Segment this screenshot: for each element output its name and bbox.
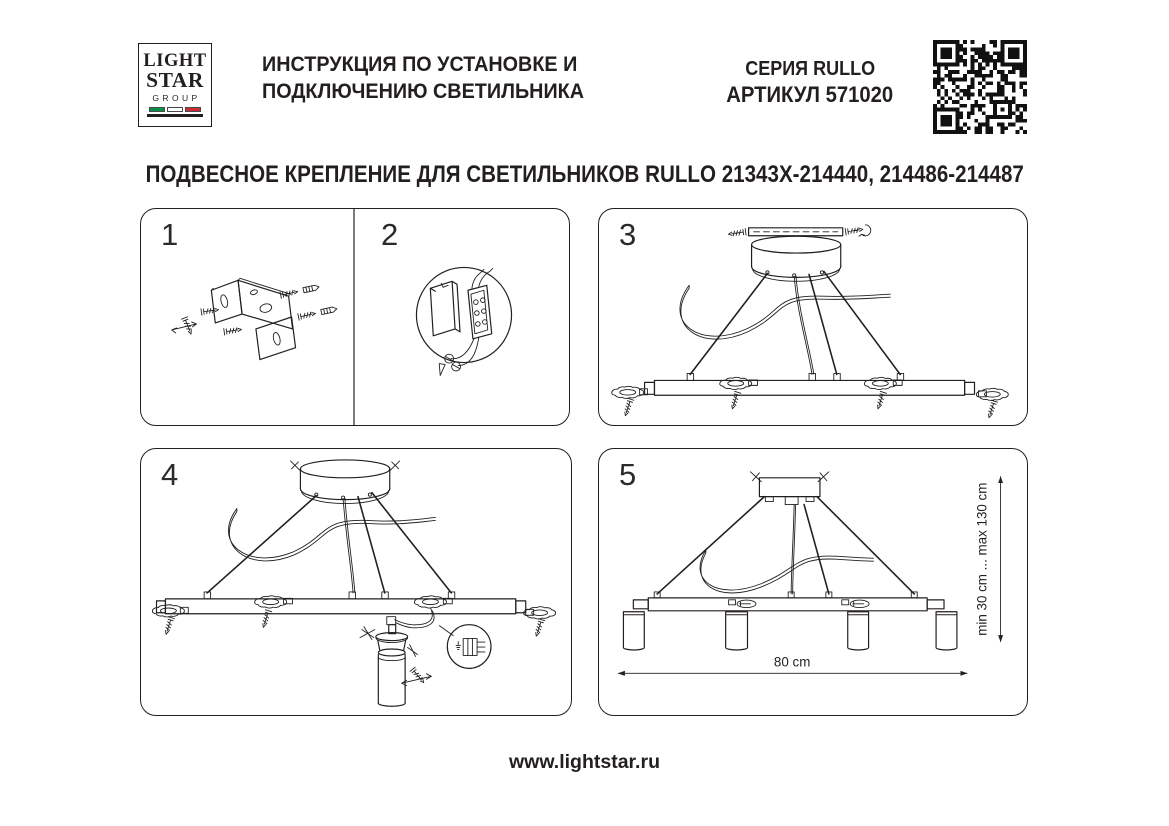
panel-number-4: 4 bbox=[161, 457, 179, 492]
width-dimension-label: 80 cm bbox=[773, 654, 811, 670]
height-dimension bbox=[975, 477, 1001, 642]
panel-5 bbox=[598, 448, 1028, 716]
horizontal-bar bbox=[633, 592, 944, 611]
connector-detail bbox=[439, 625, 491, 669]
panel-4 bbox=[140, 448, 572, 716]
logo-light-text: LIGHT bbox=[143, 51, 207, 71]
qr-code-icon bbox=[933, 40, 1027, 134]
shade-installation-drawing bbox=[141, 449, 571, 715]
series-block bbox=[705, 57, 915, 108]
page-title bbox=[262, 51, 612, 105]
screw-direction-icon bbox=[402, 667, 432, 685]
wiring-detail bbox=[416, 267, 511, 375]
lamp-shade-assembly bbox=[360, 608, 434, 706]
lamp-shades bbox=[623, 612, 956, 650]
horizontal-bar bbox=[157, 592, 526, 614]
width-dimension bbox=[618, 654, 966, 673]
power-cord bbox=[680, 285, 890, 339]
panel-number-3: 3 bbox=[619, 217, 637, 252]
suspension-cables bbox=[207, 493, 451, 593]
horizontal-bar bbox=[645, 373, 975, 395]
website-url: www.lightstar.ru bbox=[509, 751, 660, 773]
lamp-rosettes bbox=[612, 377, 1009, 418]
panel-3 bbox=[598, 208, 1028, 426]
logo-underline bbox=[147, 114, 203, 117]
title-line-2: ПОДКЛЮЧЕНИЮ СВЕТИЛЬНИКА bbox=[262, 79, 585, 103]
canopy-suspension-drawing bbox=[599, 209, 1027, 425]
panel-1-2 bbox=[140, 208, 570, 426]
canopy bbox=[290, 460, 399, 504]
logo-star-text: STAR bbox=[146, 68, 204, 92]
screw-direction-icon bbox=[172, 317, 197, 336]
italian-flag-icon bbox=[149, 107, 201, 112]
lightstar-logo bbox=[138, 43, 212, 127]
final-assembly-drawing bbox=[599, 449, 1027, 715]
canopy bbox=[752, 236, 841, 281]
panel-number-2: 2 bbox=[381, 217, 399, 252]
ceiling-plate bbox=[750, 472, 828, 505]
height-dimension-label: min 30 cm ... max 130 cm bbox=[974, 482, 990, 636]
suspension-cables bbox=[690, 271, 900, 374]
suspension-cables bbox=[657, 497, 914, 594]
series-label: СЕРИЯ RULLO bbox=[745, 58, 875, 80]
subtitle: ПОДВЕСНОЕ КРЕПЛЕНИЕ ДЛЯ СВЕТИЛЬНИКОВ RULLO 21343X-214440, 214486-214487 bbox=[145, 161, 1024, 188]
lamp-rosettes bbox=[152, 596, 555, 637]
screws-and-anchors bbox=[201, 284, 337, 335]
mounting-bracket bbox=[211, 278, 295, 359]
ceiling-bracket bbox=[728, 225, 871, 238]
power-cord bbox=[700, 550, 874, 593]
panel-number-1: 1 bbox=[161, 217, 179, 252]
logo-group-text: GROUP bbox=[152, 93, 201, 103]
title-line-1: ИНСТРУКЦИЯ ПО УСТАНОВКЕ И bbox=[262, 52, 578, 76]
bracket-and-wiring-drawing bbox=[141, 209, 569, 425]
panel-number-5: 5 bbox=[619, 457, 637, 492]
article-label: АРТИКУЛ 571020 bbox=[726, 82, 894, 107]
